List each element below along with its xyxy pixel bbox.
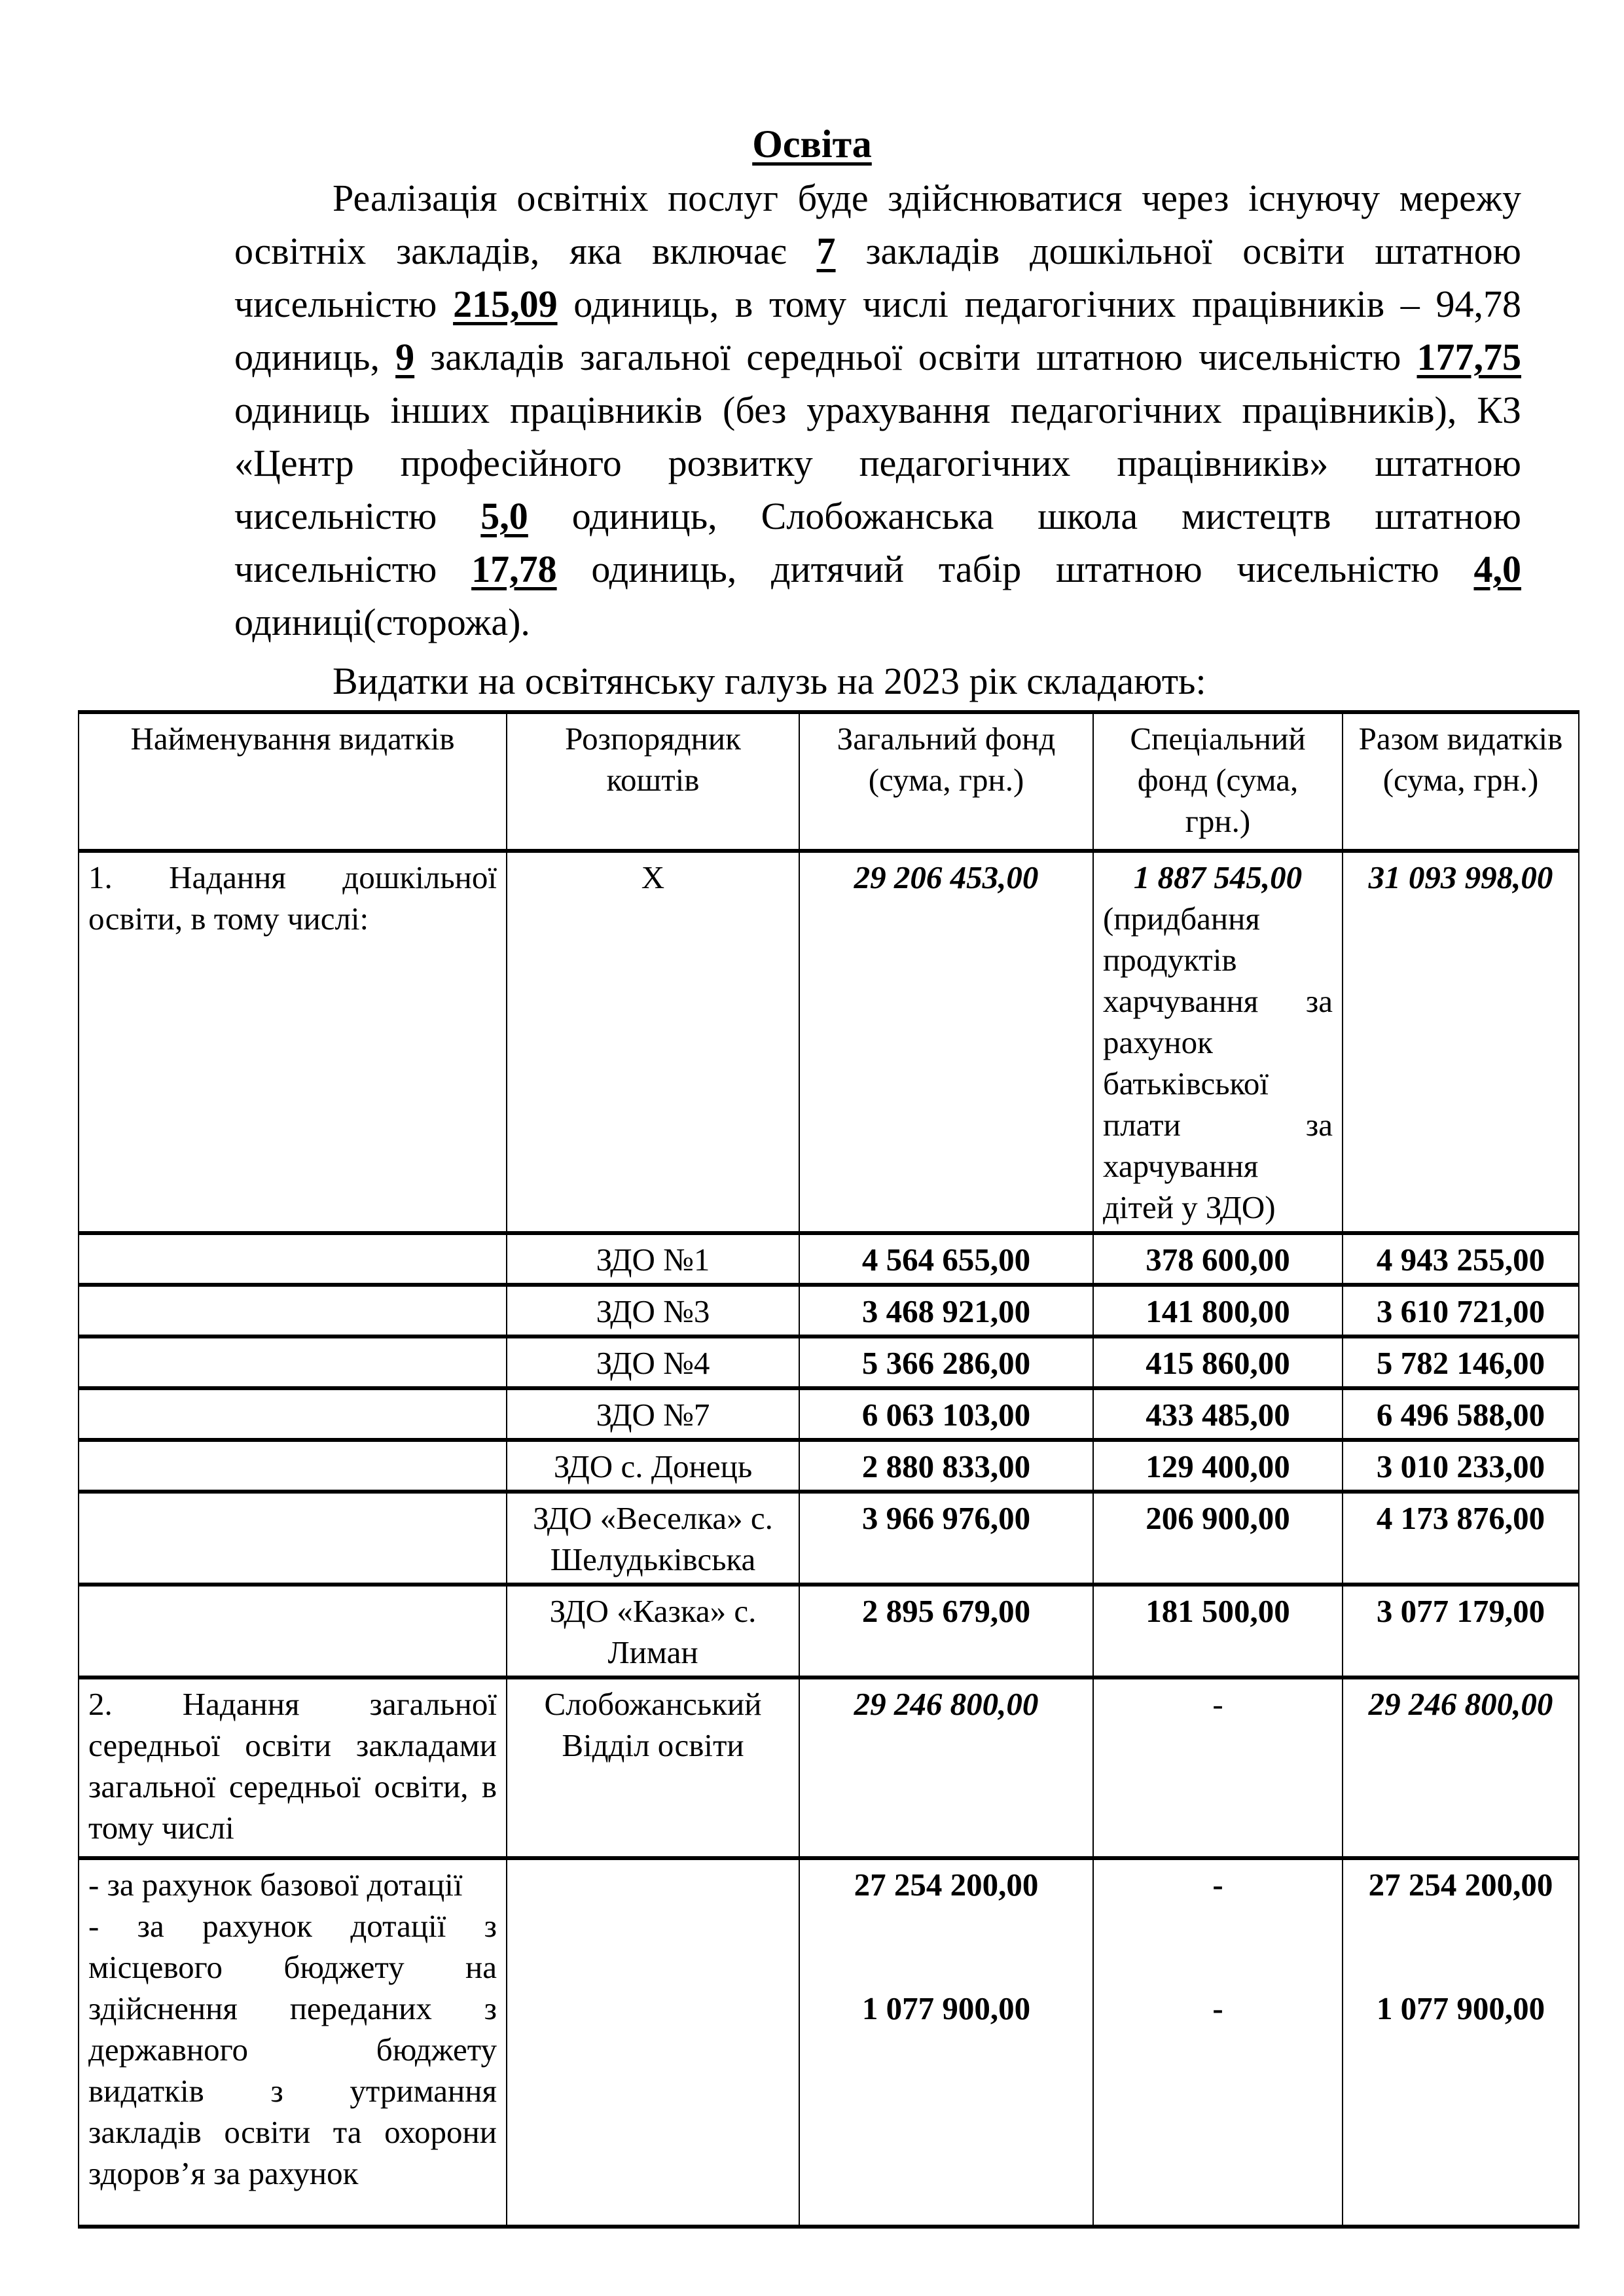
row-manager-cell: Х — [507, 851, 799, 1233]
paragraph-text: одиниць, дитячий табір штатною чисельністю — [556, 548, 1474, 590]
zdo-total: 3 010 233,00 — [1343, 1440, 1579, 1492]
table-row-zdo — [79, 1233, 1579, 1285]
zdo-special: 129 400,00 — [1093, 1440, 1343, 1492]
table-intro: Видатки на освітянську галузь на 2023 рік складають: — [333, 660, 1206, 702]
zdo-general: 2 880 833,00 — [799, 1440, 1093, 1492]
header-special-fund: Спеціальний фонд (сума, грн.) — [1093, 712, 1343, 851]
intro-paragraph — [234, 171, 1521, 649]
row-name: 1. Надання дошкільної освіти, в тому числі: — [88, 859, 497, 937]
school-count: 9 — [395, 336, 415, 378]
subsidy-b-general: 1 077 900,00 — [861, 1990, 1031, 2026]
zdo-special: 433 485,00 — [1093, 1388, 1343, 1440]
subsidy-general-cell — [799, 1858, 1093, 2227]
zdo-special: 378 600,00 — [1093, 1233, 1343, 1285]
row-name: 2. Надання загальної середньої освіти закладами загальної середньої освіти, в тому числі — [79, 1677, 507, 1858]
zdo-manager: ЗДО №7 — [507, 1388, 799, 1440]
zdo-manager: ЗДО №4 — [507, 1336, 799, 1388]
row-special-fund-cell — [1093, 851, 1343, 1233]
subsidy-a-name: - за рахунок базової дотації — [88, 1867, 463, 1903]
subsidy-manager — [507, 1858, 799, 2227]
zdo-general: 3 468 921,00 — [799, 1285, 1093, 1336]
subsidy-total-cell — [1343, 1858, 1579, 2227]
subsidy-a-special: - — [1212, 1867, 1223, 1903]
row-manager: Слобожанський Відділ освіти — [507, 1677, 799, 1858]
zdo-general: 2 895 679,00 — [799, 1585, 1093, 1677]
empty-cell — [79, 1388, 507, 1440]
paragraph-text: закладів загальної середньої освіти штатною чисельністю — [414, 336, 1417, 378]
table-row-general-secondary — [79, 1677, 1579, 1858]
zdo-manager: ЗДО с. Донець — [507, 1440, 799, 1492]
zdo-manager: ЗДО №3 — [507, 1285, 799, 1336]
subsidy-name-cell — [79, 1858, 507, 2227]
table-row-subsidies — [79, 1858, 1579, 2227]
subsidy-special-cell — [1093, 1858, 1343, 2227]
empty-cell — [79, 1336, 507, 1388]
zdo-total: 3 610 721,00 — [1343, 1285, 1579, 1336]
zdo-manager: ЗДО «Веселка» с. Шелудьківська — [507, 1492, 799, 1585]
row-name-cell — [79, 851, 507, 1233]
header-general-fund: Загальний фонд (сума, грн.) — [799, 712, 1093, 851]
zdo-special: 181 500,00 — [1093, 1585, 1343, 1677]
zdo-special: 415 860,00 — [1093, 1336, 1343, 1388]
zdo-total: 3 077 179,00 — [1343, 1585, 1579, 1677]
row-general-fund: 29 246 800,00 — [799, 1677, 1093, 1858]
empty-cell — [79, 1233, 507, 1285]
table-row-zdo — [79, 1492, 1579, 1585]
table-row-zdo — [79, 1440, 1579, 1492]
empty-cell — [79, 1585, 507, 1677]
zdo-special: 206 900,00 — [1093, 1492, 1343, 1585]
table-row-zdo — [79, 1585, 1579, 1677]
paragraph-text: одиниць інших працівників (без урахування педагогічних працівників), КЗ «Центр професійного розвитку педагогічних працівників» штатною чисельністю — [234, 389, 1521, 537]
header-manager: Розпорядник коштів — [507, 712, 799, 851]
special-fund-note: (придбання продуктів харчування за рахунок батьківської плати за харчування дітей у ЗДО) — [1103, 901, 1333, 1225]
expenses-table — [78, 710, 1579, 2229]
center-staff: 5,0 — [480, 495, 528, 537]
zdo-general: 3 966 976,00 — [799, 1492, 1093, 1585]
section-title: Освіта — [752, 122, 872, 166]
paragraph-text: закладів дошкільної освіти штатною чисельністю — [234, 230, 1521, 325]
zdo-general: 6 063 103,00 — [799, 1388, 1093, 1440]
table-row-zdo — [79, 1285, 1579, 1336]
zdo-total: 5 782 146,00 — [1343, 1336, 1579, 1388]
subsidy-b-total: 1 077 900,00 — [1376, 1990, 1545, 2026]
camp-staff: 4,0 — [1473, 548, 1521, 590]
preschool-count: 7 — [816, 230, 836, 272]
empty-cell — [79, 1285, 507, 1336]
table-row-preschool — [79, 851, 1579, 1233]
school-staff: 177,75 — [1416, 336, 1521, 378]
zdo-manager: ЗДО «Казка» с. Лиман — [507, 1585, 799, 1677]
header-total: Разом видатків (сума, грн.) — [1343, 712, 1579, 851]
paragraph-text: одиниць, Слобожанська школа мистецтв штатною чисельністю — [234, 495, 1521, 590]
row-total: 31 093 998,00 — [1343, 851, 1579, 1233]
subsidy-b-special: - — [1212, 1990, 1223, 2026]
row-special-fund: 1 887 545,00 — [1133, 859, 1303, 895]
zdo-general: 4 564 655,00 — [799, 1233, 1093, 1285]
paragraph-text: Реалізація освітніх послуг буде здійснюватися через існуючу мережу освітніх закладів, яка включає — [234, 177, 1521, 272]
preschool-staff: 215,09 — [453, 283, 558, 325]
table-row-zdo — [79, 1336, 1579, 1388]
header-expense-name: Найменування видатків — [79, 712, 507, 851]
table-row-zdo — [79, 1388, 1579, 1440]
zdo-total: 6 496 588,00 — [1343, 1388, 1579, 1440]
row-total: 29 246 800,00 — [1343, 1677, 1579, 1858]
subsidy-b-name: - за рахунок дотації з місцевого бюджету на здійснення переданих з державного бюджету видатків з утримання закладів освіти та охорони здоров’я за рахунок — [88, 1908, 497, 2191]
zdo-total: 4 173 876,00 — [1343, 1492, 1579, 1585]
zdo-special: 141 800,00 — [1093, 1285, 1343, 1336]
empty-cell — [79, 1440, 507, 1492]
table-header-row — [79, 712, 1579, 851]
subsidy-a-total: 27 254 200,00 — [1368, 1867, 1553, 1903]
empty-cell — [79, 1492, 507, 1585]
zdo-total: 4 943 255,00 — [1343, 1233, 1579, 1285]
row-general-fund: 29 206 453,00 — [799, 851, 1093, 1233]
paragraph-text: одиниці(сторожа). — [234, 601, 530, 643]
subsidy-a-general: 27 254 200,00 — [854, 1867, 1039, 1903]
paragraph-text: одиниць, в тому числі педагогічних працівників – 94,78 одиниць, — [234, 283, 1522, 378]
zdo-manager: ЗДО №1 — [507, 1233, 799, 1285]
row-special-fund: - — [1093, 1677, 1343, 1858]
art-school-staff: 17,78 — [471, 548, 557, 590]
zdo-general: 5 366 286,00 — [799, 1336, 1093, 1388]
